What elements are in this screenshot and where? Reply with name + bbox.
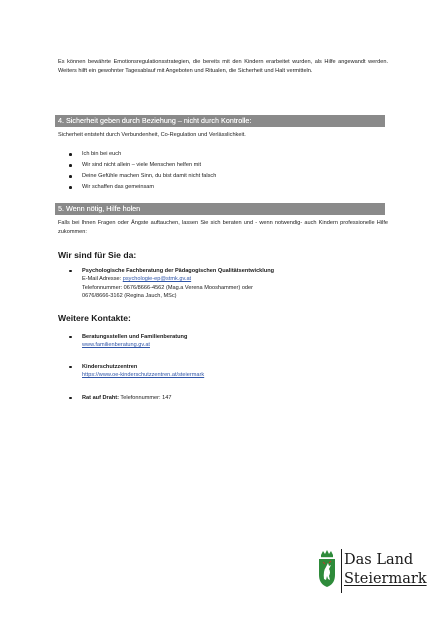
phone-line-2: 0676/8666-3162 (Regina Jauch, MSc) bbox=[82, 292, 177, 299]
familienberatung-link[interactable]: www.familienberatung.gv.at bbox=[82, 342, 150, 349]
list-item: Wir schaffen das gemeinsam bbox=[58, 182, 378, 193]
styrian-panther-crest-icon bbox=[316, 549, 338, 593]
section5-text: Falls bei Ihnen Fragen oder Ängste auftauchen, lassen Sie sich beraten und - wenn notwendig- auch Kindern professionelle Hilfe zukommen: bbox=[58, 220, 388, 235]
kinderschutzzentren-contact bbox=[58, 363, 388, 380]
wir-sind-heading: Wir sind für Sie da: bbox=[58, 250, 137, 260]
phone-line-1: Telefonnummer: 0676/8666-4562 (Mag.a Verena Mooshammer) oder bbox=[82, 284, 254, 291]
rat-auf-draht-title: Rat auf Draht: bbox=[82, 395, 119, 401]
bullet-dot bbox=[69, 397, 72, 400]
kinderschutzzentren-title: Kinderschutzzentren bbox=[82, 364, 138, 370]
logo-divider bbox=[341, 549, 342, 593]
email-line bbox=[82, 275, 388, 283]
rat-auf-draht-contact bbox=[58, 394, 388, 402]
logo-line-1: Das Land bbox=[344, 552, 414, 568]
familienberatung-title: Beratungsstellen und Familienberatung bbox=[82, 334, 188, 340]
section4-text: Sicherheit entsteht durch Verbundenheit, Co-Regulation und Verlässlichkeit. bbox=[58, 132, 246, 138]
list-item: Deine Gefühle machen Sinn, du bist damit nicht falsch bbox=[58, 171, 378, 182]
bullet-dot bbox=[69, 270, 72, 273]
bullet-dot bbox=[69, 366, 72, 369]
list-item: Ich bin bei euch bbox=[58, 149, 378, 160]
list-item: Wir sind nicht allein – viele Menschen helfen mit bbox=[58, 160, 378, 171]
kinderschutzzentren-link[interactable]: https://www.oe-kinderschutzzentren.at/steiermark bbox=[82, 372, 205, 379]
bullet-dot bbox=[69, 336, 72, 339]
logo-line-2: Steiermark bbox=[344, 571, 427, 587]
das-land-steiermark-logo bbox=[316, 549, 427, 593]
section5-heading: 5. Wenn nötig, Hilfe holen bbox=[55, 203, 385, 215]
email-link[interactable]: psychologie-ep@stmk.gv.at bbox=[122, 276, 192, 283]
fachberatung-title: Psychologische Fachberatung der Pädagogischen Qualitätsentwicklung bbox=[82, 268, 275, 274]
weitere-kontakte-heading: Weitere Kontakte: bbox=[58, 313, 131, 323]
rat-auf-draht-text: Telefonnummer: 147 bbox=[118, 395, 172, 401]
fachberatung-contact bbox=[58, 267, 388, 300]
familienberatung-contact bbox=[58, 333, 388, 350]
section4-heading: 4. Sicherheit geben durch Beziehung – nicht durch Kontrolle: bbox=[55, 115, 385, 127]
intro-paragraph: Es können bewährte Emotionsregulationsstrategien, die bereits mit den Kindern erarbeitet wurden, als Hilfe angewandt werden. Weiters hilft ein gewohnter Tagesablauf mit Angeboten und Ritualen, die Sicherheit und Halt vermitteln. bbox=[58, 59, 388, 74]
section4-bullet-list bbox=[58, 149, 378, 193]
email-label: E-Mail Adresse: bbox=[82, 276, 123, 283]
